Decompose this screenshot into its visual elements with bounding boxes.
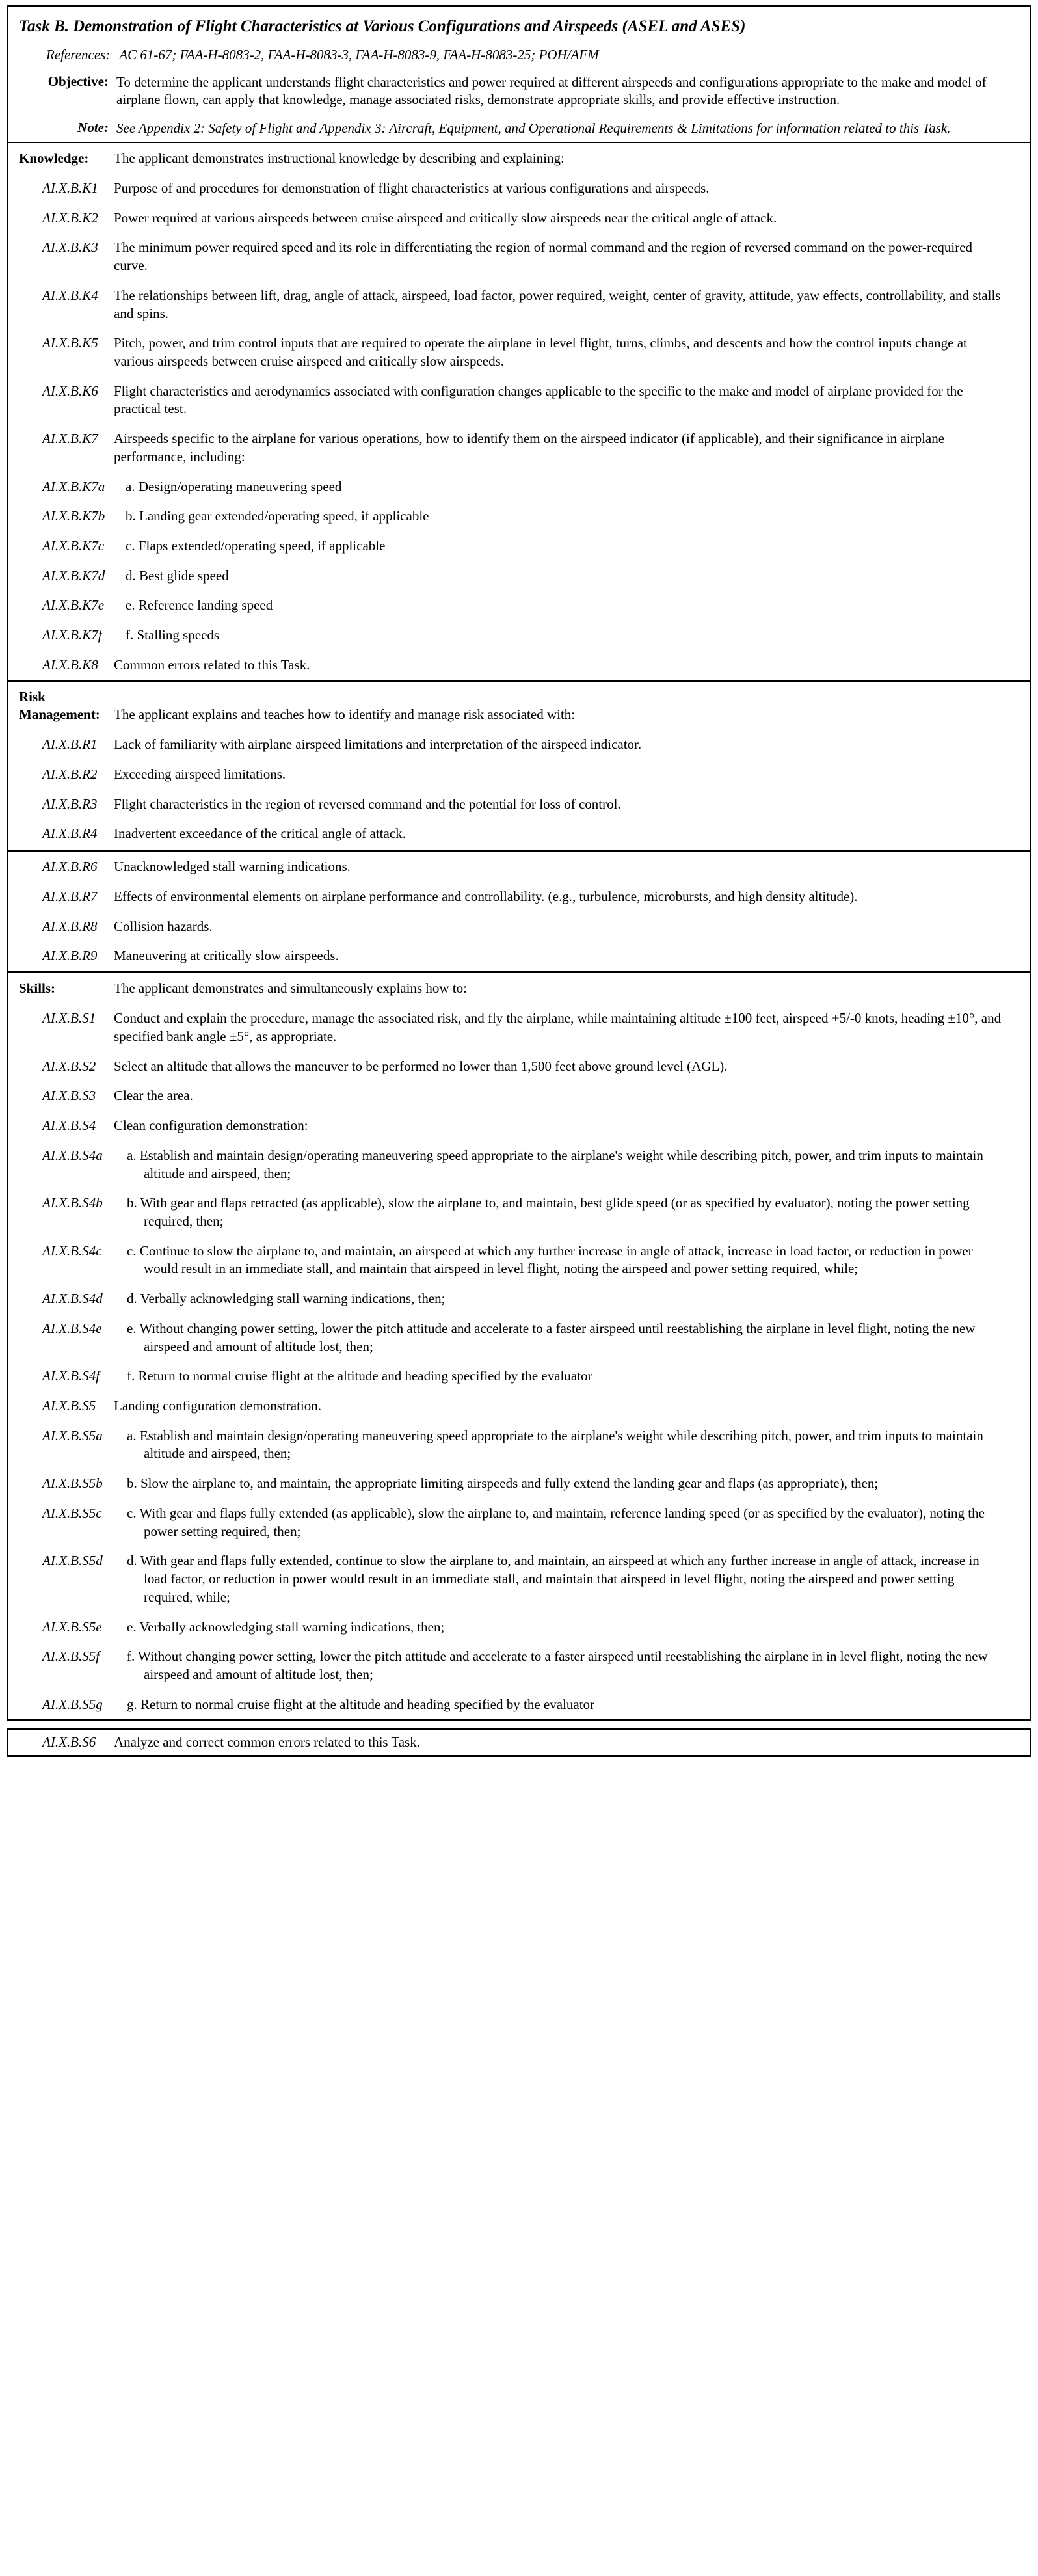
item-code: AI.X.B.S4d: [42, 1291, 103, 1307]
references-label: References:: [46, 46, 111, 62]
item-code: AI.X.B.K3: [42, 239, 98, 256]
item-code: AI.X.B.S5g: [42, 1696, 103, 1712]
list-item: [8, 912, 1030, 942]
list-item: [8, 174, 1030, 204]
skills-section-header: [8, 973, 1030, 1004]
item-code: AI.X.B.R2: [42, 766, 98, 782]
item-code: AI.X.B.K5: [42, 335, 98, 351]
list-item: [8, 424, 1030, 472]
list-item: [8, 329, 1030, 376]
task-frame: [7, 5, 1031, 1721]
item-code: AI.X.B.K4: [42, 287, 98, 303]
item-text: g. Return to normal cruise flight at the altitude and heading specified by the evaluator: [127, 1696, 595, 1712]
item-text: b. With gear and flaps retracted (as applicable), slow the airplane to, and maintain, best glide speed (or as specified by evaluator), noting the power setting required, then;: [127, 1195, 970, 1229]
list-item: [8, 730, 1030, 760]
list-item: [8, 1499, 1030, 1546]
task-title: Task B. Demonstration of Flight Characteristics at Various Configurations and Airspeeds (ASEL and ASES): [19, 18, 746, 35]
list-item: [8, 1004, 1030, 1051]
list-item: [8, 941, 1030, 971]
list-item: [8, 472, 1030, 502]
list-item: [8, 852, 1030, 882]
item-code: AI.X.B.K6: [42, 382, 98, 399]
references-row: [19, 47, 1019, 63]
item-code: AI.X.B.S6: [42, 1734, 96, 1751]
item-text: f. Without changing power setting, lower the pitch attitude and accelerate to a faster airspeed until reestablishing the airplane in in level flight, noting the new airspeed and amount of altitude lost, then;: [127, 1648, 988, 1682]
item-text: Clear the area.: [114, 1088, 193, 1104]
item-text: d. Best glide speed: [126, 567, 229, 584]
item-code: AI.X.B.R6: [42, 859, 98, 875]
item-code: AI.X.B.S5a: [42, 1427, 103, 1443]
knowledge-intro: The applicant demonstrates instructional knowledge by describing and explaining:: [114, 150, 565, 166]
item-text: d. Verbally acknowledging stall warning indications, then;: [127, 1291, 446, 1307]
item-text: e. Reference landing speed: [126, 597, 273, 613]
item-code: AI.X.B.S5b: [42, 1475, 103, 1492]
item-text: c. Continue to slow the airplane to, and maintain, an airspeed at which any further increase in angle of attack, increase in load factor, or reduction in power would result in an immediate stall, and maintain that airspeed in level flight, noting the airspeed and power setting required, while;: [127, 1242, 973, 1277]
list-item: [8, 377, 1030, 424]
item-text: c. With gear and flaps fully extended (as applicable), slow the airplane to, and maintain, reference landing speed (or as specified by the evaluator), noting the power setting required, then;: [127, 1505, 985, 1539]
objective-label: Objective:: [47, 73, 109, 89]
list-item: [8, 1613, 1030, 1643]
list-item: [8, 882, 1030, 912]
list-item: [8, 621, 1030, 651]
item-text: c. Flaps extended/operating speed, if applicable: [126, 538, 386, 554]
item-text: Landing configuration demonstration.: [114, 1398, 322, 1414]
item-text: Unacknowledged stall warning indications.: [114, 859, 351, 875]
risk-intro: The applicant explains and teaches how to identify and manage risk associated with:: [114, 706, 576, 722]
list-item: [8, 1690, 1030, 1720]
item-code: AI.X.B.S4: [42, 1118, 96, 1134]
item-code: AI.X.B.S4b: [42, 1195, 103, 1211]
list-item: [8, 1052, 1030, 1082]
item-text: Airspeeds specific to the airplane for various operations, how to identify them on the airspeed indicator (if applicable), and their significance in airplane performance, including:: [114, 431, 945, 464]
item-text: a. Establish and maintain design/operating maneuvering speed appropriate to the airplane's weight while describing pitch, power, and trim inputs to maintain altitude and airspeed, then;: [127, 1147, 983, 1181]
list-item: [8, 1421, 1030, 1469]
item-text: b. Landing gear extended/operating speed, if applicable: [126, 508, 429, 524]
item-code: AI.X.B.K7c: [42, 538, 105, 554]
knowledge-label: Knowledge:: [19, 150, 89, 166]
item-text: Conduct and explain the procedure, manage the associated risk, and fly the airplane, while maintaining altitude ±100 feet, airspeed +5/-0 knots, heading ±10°, and specified bank angle ±5°, as appropriate.: [114, 1010, 1002, 1044]
item-code: AI.X.B.K7a: [42, 478, 105, 494]
list-item: [8, 561, 1030, 591]
item-code: AI.X.B.S2: [42, 1058, 96, 1074]
list-item: [8, 1642, 1030, 1689]
list-item: [8, 591, 1030, 621]
item-text: Analyze and correct common errors related to this Task.: [114, 1734, 421, 1751]
final-skill-row: [7, 1728, 1031, 1757]
item-code: AI.X.B.R9: [42, 948, 98, 964]
task-header: [8, 7, 1030, 142]
list-item: [8, 819, 1030, 849]
list-item: [8, 1314, 1030, 1362]
list-item: [8, 1391, 1030, 1421]
item-text: Purpose of and procedures for demonstration of flight characteristics at various configurations and airspeeds.: [114, 180, 710, 196]
item-code: AI.X.B.S5c: [42, 1505, 102, 1521]
item-code: AI.X.B.S1: [42, 1010, 96, 1026]
item-text: Effects of environmental elements on airplane performance and controllability. (e.g., turbulence, microbursts, and high density altitude).: [114, 888, 858, 904]
list-item: [8, 790, 1030, 820]
item-text: e. Verbally acknowledging stall warning indications, then;: [127, 1618, 445, 1635]
list-item: [8, 1081, 1030, 1111]
item-text: e. Without changing power setting, lower the pitch attitude and accelerate to a faster airspeed until reestablishing the airplane in level flight, noting the new airspeed and amount of altitude lost, then;: [127, 1320, 976, 1354]
list-item: [8, 281, 1030, 329]
list-item: [8, 1111, 1030, 1141]
item-text: b. Slow the airplane to, and maintain, the appropriate limiting airspeeds and fully extend the landing gear and flaps (as appropriate), then;: [127, 1475, 879, 1492]
item-code: AI.X.B.R8: [42, 918, 98, 934]
item-code: AI.X.B.S4e: [42, 1320, 102, 1336]
item-text: Maneuvering at critically slow airspeeds.: [114, 948, 339, 964]
list-item: [8, 204, 1030, 234]
item-text: f. Return to normal cruise flight at the altitude and heading specified by the evaluator: [127, 1368, 592, 1384]
item-text: Select an altitude that allows the maneuver to be performed no lower than 1,500 feet above ground level (AGL).: [114, 1058, 728, 1074]
item-code: AI.X.B.R1: [42, 736, 98, 753]
item-code: AI.X.B.R4: [42, 825, 98, 842]
item-code: AI.X.B.K8: [42, 656, 98, 673]
item-code: AI.X.B.R7: [42, 888, 98, 904]
list-item: [8, 1546, 1030, 1612]
item-text: f. Stalling speeds: [126, 627, 220, 643]
references-value: AC 61-67; FAA-H-8083-2, FAA-H-8083-3, FAA-H-8083-9, FAA-H-8083-25; POH/AFM: [119, 46, 599, 62]
item-code: AI.X.B.S5f: [42, 1648, 100, 1665]
note-row: [19, 120, 1019, 138]
list-item: [8, 1141, 1030, 1188]
item-text: Inadvertent exceedance of the critical angle of attack.: [114, 825, 406, 842]
item-text: Flight characteristics in the region of reversed command and the potential for loss of control.: [114, 796, 621, 812]
item-code: AI.X.B.S5: [42, 1398, 96, 1414]
list-item: [8, 1469, 1030, 1499]
skills-label: Skills:: [19, 980, 56, 996]
item-code: AI.X.B.S4a: [42, 1147, 103, 1163]
item-code: AI.X.B.K7b: [42, 508, 105, 524]
item-code: AI.X.B.K7: [42, 431, 98, 447]
objective-row: [19, 74, 1019, 109]
highlighted-risk-group: [8, 850, 1030, 973]
list-item: [8, 651, 1030, 680]
item-code: AI.X.B.S4c: [42, 1242, 102, 1259]
item-text: Lack of familiarity with airplane airspeed limitations and interpretation of the airspeed indicator.: [114, 736, 642, 753]
list-item: [8, 1284, 1030, 1314]
item-text: a. Establish and maintain design/operating maneuvering speed appropriate to the airplane's weight while describing pitch, power, and trim inputs to maintain altitude and airspeed, then;: [127, 1427, 983, 1462]
item-text: Clean configuration demonstration:: [114, 1118, 308, 1134]
item-code: AI.X.B.R3: [42, 796, 98, 812]
item-text: Exceeding airspeed limitations.: [114, 766, 286, 782]
item-text: Flight characteristics and aerodynamics associated with configuration changes applicable to the specific to the make and model of airplane provided for the practical test.: [114, 382, 963, 417]
risk-section-header: [8, 682, 1030, 731]
list-item: [8, 531, 1030, 561]
risk-label-line1: Risk: [19, 688, 46, 704]
objective-value: To determine the applicant understands flight characteristics and power required at different airspeeds and configurations appropriate to the make and model of airplane flown, can apply that knowledge, manage associated risks, demonstrate appropriate skills, and provide effective instruction.: [116, 74, 987, 108]
item-text: The minimum power required speed and its role in differentiating the region of normal command and the region of reversed command on the power-required curve.: [114, 239, 973, 274]
item-text: The relationships between lift, drag, angle of attack, airspeed, load factor, power required, weight, center of gravity, attitude, yaw effects, controllability, and stalls and spins.: [114, 287, 1001, 321]
item-text: a. Design/operating maneuvering speed: [126, 478, 342, 494]
item-code: AI.X.B.K7d: [42, 567, 105, 584]
item-code: AI.X.B.S3: [42, 1088, 96, 1104]
list-item: [8, 1362, 1030, 1391]
item-code: AI.X.B.S5d: [42, 1553, 103, 1569]
knowledge-section-header: [8, 143, 1030, 174]
item-code: AI.X.B.S5e: [42, 1618, 102, 1635]
list-item: [8, 233, 1030, 280]
item-code: AI.X.B.K2: [42, 209, 98, 226]
item-code: AI.X.B.K7e: [42, 597, 105, 613]
item-text: Power required at various airspeeds between cruise airspeed and critically slow airspeeds near the critical angle of attack.: [114, 209, 777, 226]
item-text: Collision hazards.: [114, 918, 213, 934]
item-text: Pitch, power, and trim control inputs that are required to operate the airplane in level flight, turns, climbs, and descents and how the control inputs change at various airspeeds between cruise airspeed and critically slow airspeeds.: [114, 335, 967, 369]
note-value: See Appendix 2: Safety of Flight and Appendix 3: Aircraft, Equipment, and Operational Requirements & Limitations for information related to this Task.: [116, 120, 951, 136]
note-label: Note:: [77, 119, 109, 135]
risk-label-line2: Management:: [19, 706, 100, 722]
list-item: [8, 760, 1030, 790]
item-code: AI.X.B.K1: [42, 180, 98, 196]
skills-intro: The applicant demonstrates and simultaneously explains how to:: [114, 980, 467, 996]
list-item: [8, 1237, 1030, 1284]
list-item: [8, 502, 1030, 531]
list-item: [8, 1188, 1030, 1236]
item-text: Common errors related to this Task.: [114, 656, 310, 673]
item-code: AI.X.B.S4f: [42, 1368, 100, 1384]
item-code: AI.X.B.K7f: [42, 627, 102, 643]
document-page: [0, 5, 1038, 2576]
item-text: d. With gear and flaps fully extended, continue to slow the airplane to, and maintain, an airspeed at which any further increase in angle of attack, increase in load factor, or reduction in power would result in an immediate stall, and maintain that airspeed in level flight, noting the airspeed and power setting required, while;: [127, 1553, 979, 1605]
